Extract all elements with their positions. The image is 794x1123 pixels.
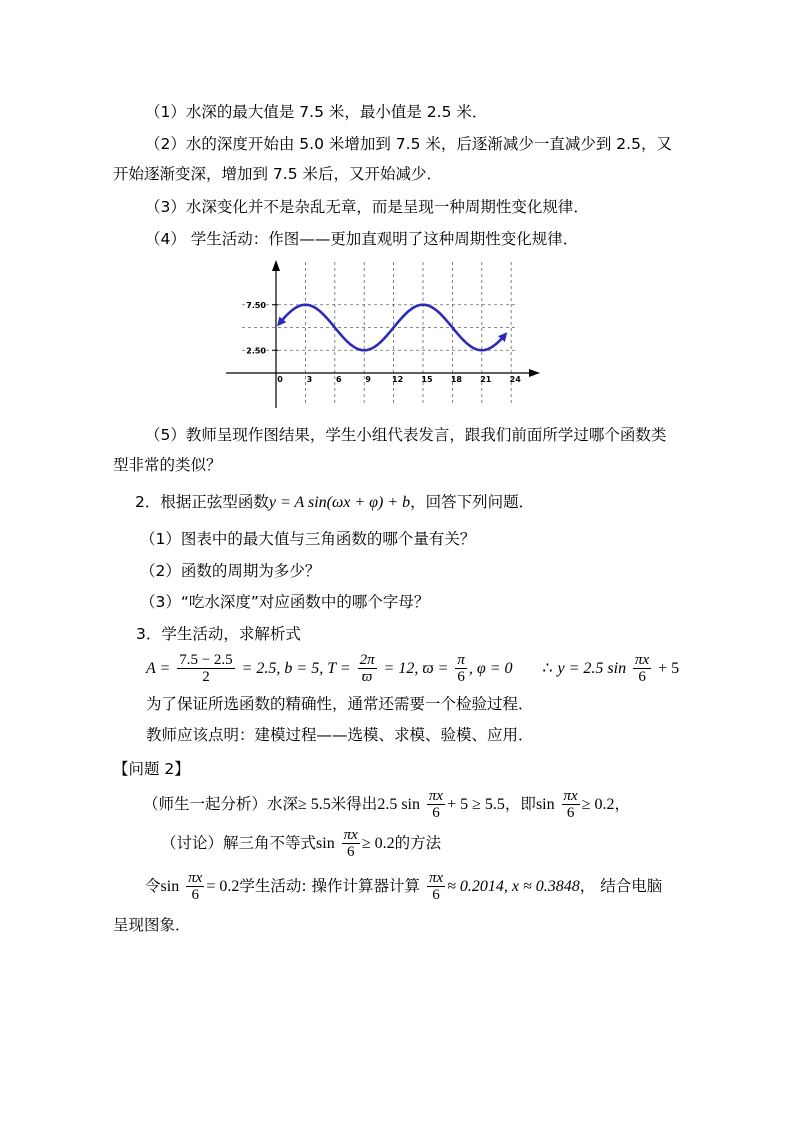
calc-fraction-1-num: πx — [188, 870, 203, 886]
x-tick-label: 12 — [392, 375, 404, 384]
discussion-line — [161, 826, 441, 861]
calc-fraction-1-den: 6 — [191, 887, 199, 903]
analysis-text-2: 米得出 — [330, 795, 378, 813]
analysis-math-3: + 5 ≥ 5.5 — [447, 796, 505, 813]
fraction-T-num: 2π — [359, 652, 375, 668]
analysis-math-4: sin — [535, 796, 555, 813]
calculator-line — [145, 869, 662, 904]
para-depth-change-2: 开始逐渐变深，增加到 7.5 米后，又开始减少． — [113, 165, 443, 183]
formula-y-tail: + 5 — [658, 660, 680, 677]
calc-text-2: 学生活动: 操作计算器计算 — [239, 877, 420, 895]
analysis-text-3: ，即 — [504, 795, 536, 813]
calc-fraction-2 — [427, 870, 445, 903]
para-max-min: （1）水深的最大值是 7.5 米，最小值是 2.5 米． — [145, 103, 488, 121]
analysis-math-2: 2.5 sin — [377, 796, 420, 813]
analysis-fraction-2 — [562, 788, 580, 821]
x-tick-label: 15 — [421, 375, 433, 384]
para-teacher-result-2: 型非常的类似？ — [113, 456, 222, 474]
calc-text-3: ， 结合电脑 — [579, 877, 663, 895]
y-axis-arrow — [272, 260, 280, 271]
calc-math-2: = 0.2 — [206, 878, 240, 895]
analysis-fraction-2-num: πx — [563, 788, 578, 804]
question-3: （3）“吃水深度”对应函数中的哪个字母？ — [140, 593, 430, 611]
solution-formula — [146, 651, 679, 686]
fraction-T-den: ϖ — [361, 669, 373, 685]
fraction-A — [177, 652, 234, 685]
analysis-math-5: ≥ 0.2 — [581, 796, 615, 813]
calc-text-1: 令 — [145, 877, 161, 895]
formula-phi: , φ = 0 — [468, 660, 513, 677]
fraction-omega-den: 6 — [457, 669, 465, 685]
formula-mid: = 2.5, b = 5, T = — [241, 660, 351, 677]
fraction-y-den: 6 — [638, 669, 646, 685]
y-tick-label: 7.50 — [246, 300, 266, 310]
section-3-heading: 3．学生活动，求解析式 — [136, 625, 301, 643]
formula-T-eq: = 12, ϖ = — [383, 660, 449, 677]
question-2: （2）函数的周期为多少？ — [140, 562, 321, 580]
para-teacher-result-1: （5）教师呈现作图结果，学生小组代表发言，跟我们前面所学过哪个函数类 — [145, 426, 667, 444]
para-depth-change-1: （2）水的深度开始由 5.0 米增加到 7.5 米，后逐渐减少一直减少到 2.5，又 — [145, 135, 672, 153]
discussion-math-2: ≥ 0.2 — [361, 835, 395, 852]
analysis-line — [143, 787, 630, 822]
analysis-math-1: ≥ 5.5 — [298, 796, 331, 813]
x-axis-arrow — [529, 369, 540, 377]
question-1: （1）图表中的最大值与三角函数的哪个量有关？ — [140, 530, 476, 548]
discussion-fraction — [342, 827, 360, 860]
fraction-T — [358, 652, 377, 685]
fraction-omega-num: π — [457, 652, 465, 668]
x-tick-label: 9 — [365, 375, 371, 384]
calc-math-1: sin — [160, 878, 180, 895]
discussion-math-1: sin — [316, 835, 335, 852]
sine-model-formula: y = A sin(ωx + φ) + b — [268, 494, 411, 511]
x-tick-label: 24 — [509, 375, 521, 384]
chart-grid — [242, 262, 516, 406]
fraction-A-num: 7.5 − 2.5 — [179, 652, 233, 668]
section-2-prefix: 2．根据正弦型函数 — [135, 493, 269, 511]
y-tick-label: 2.50 — [246, 346, 266, 356]
section-2-suffix: ，回答下列问题． — [410, 493, 535, 511]
analysis-fraction-1-den: 6 — [432, 805, 440, 821]
discussion-text-1: （讨论）解三角不等式 — [161, 834, 317, 852]
sine-chart — [222, 258, 544, 410]
discussion-fraction-den: 6 — [346, 844, 355, 860]
problem-2-heading: 【问题 2】 — [113, 760, 190, 778]
discussion-text-2: 的方法 — [394, 834, 442, 852]
x-tick-label: 3 — [306, 375, 313, 384]
para-teacher-modeling: 教师应该点明：建模过程——选模、求模、验模、应用． — [146, 726, 534, 744]
x-tick-label: 21 — [480, 375, 492, 384]
formula-A: A = — [146, 660, 171, 677]
section-2-heading — [135, 491, 534, 514]
para-periodic: （3）水深变化并不是杂乱无章，而是呈现一种周期性变化规律． — [145, 198, 589, 216]
analysis-fraction-2-den: 6 — [566, 805, 575, 821]
fraction-y — [633, 652, 651, 685]
fraction-y-num: πx — [635, 652, 650, 668]
fraction-A-den: 2 — [202, 669, 210, 685]
therefore-symbol: ∴ — [542, 660, 553, 677]
para-show-graph: 呈现图象． — [113, 916, 191, 934]
analysis-text-4: ， — [614, 795, 631, 813]
x-tick-label: 0 — [277, 375, 283, 384]
fraction-omega — [455, 652, 467, 685]
calc-math-3: ≈ 0.2014, x ≈ 0.3848 — [447, 878, 580, 895]
calc-fraction-2-den: 6 — [432, 887, 440, 903]
x-tick-label: 6 — [336, 375, 342, 384]
analysis-text-1: （师生一起分析）水深 — [143, 795, 299, 813]
x-tick-label: 18 — [450, 375, 462, 384]
para-verify: 为了保证所选函数的精确性，通常还需要一个检验过程． — [146, 695, 534, 713]
calc-fraction-1 — [186, 870, 204, 903]
para-student-plot: （4） 学生活动：作图——更加直观明了这种周期性变化规律． — [145, 230, 579, 248]
discussion-fraction-num: πx — [343, 827, 358, 843]
calc-fraction-2-num: πx — [428, 870, 444, 886]
analysis-fraction-1-num: πx — [428, 788, 444, 804]
formula-y: y = 2.5 sin — [557, 660, 627, 677]
analysis-fraction-1 — [427, 788, 445, 821]
